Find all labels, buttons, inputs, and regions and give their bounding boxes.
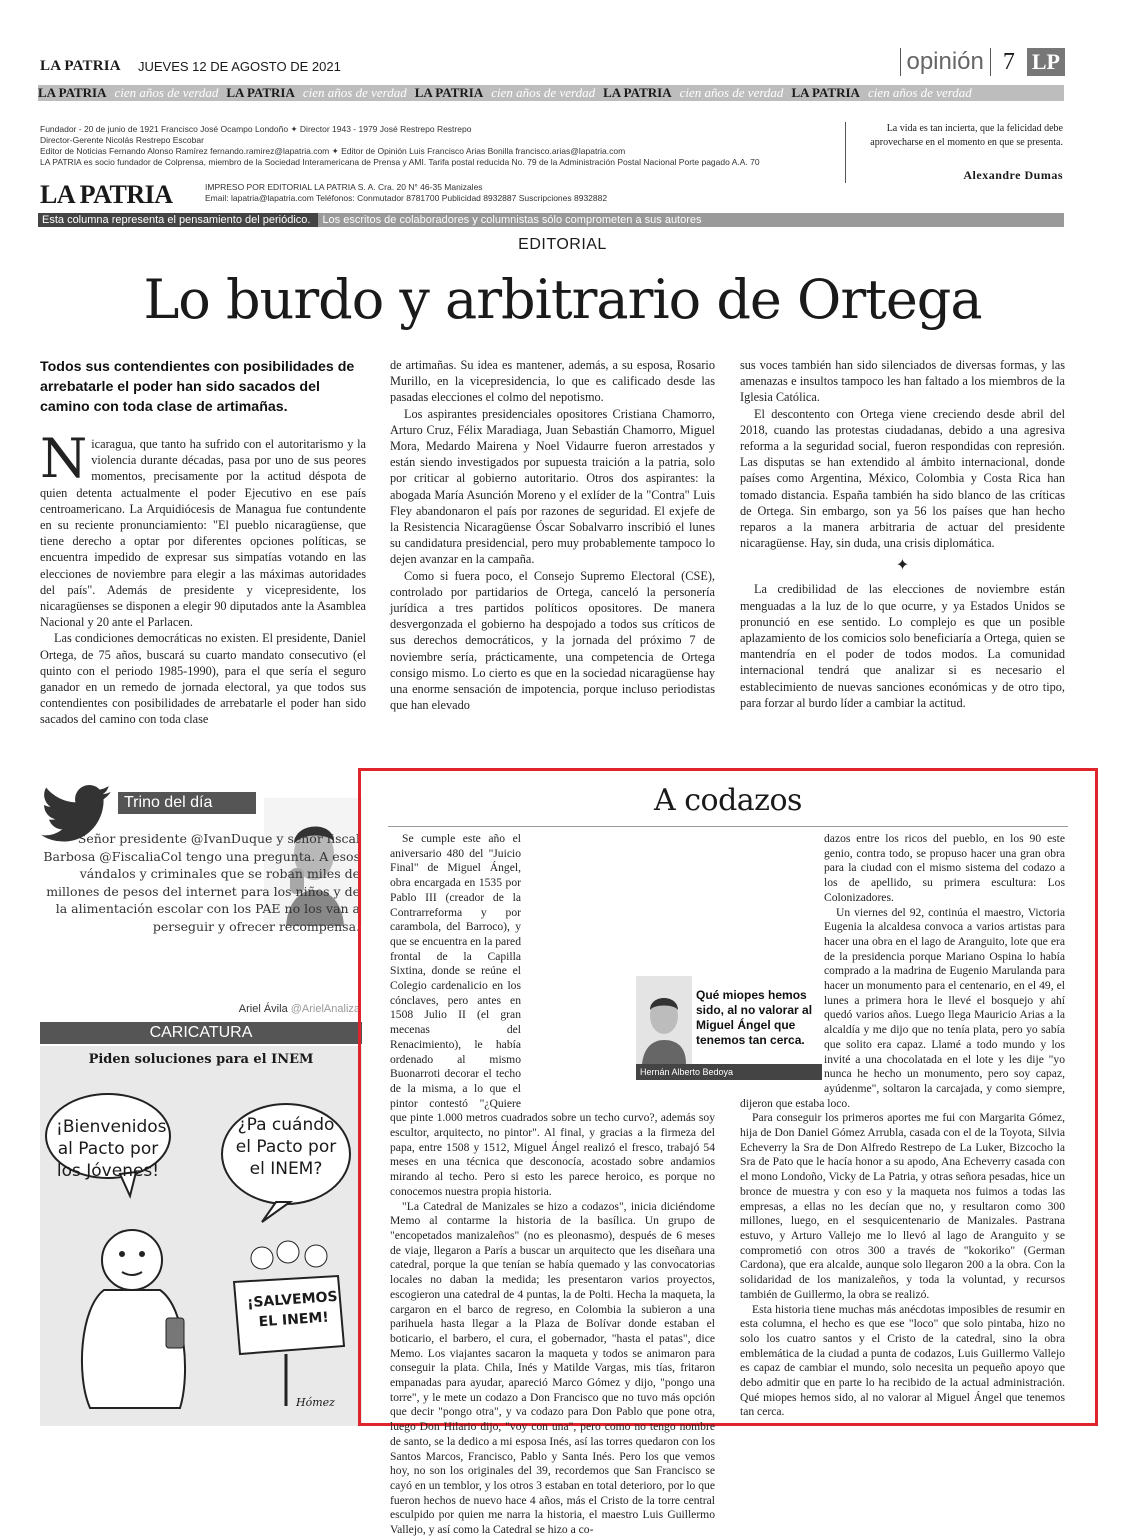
pull-quote-text: Qué miopes hemos sido, al no valorar al Miguel Ángel que tenemos tan cerca.	[696, 988, 813, 1047]
column-title: A codazos	[654, 783, 802, 818]
quote-of-day	[845, 122, 1063, 183]
paragraph: Esta historia tiene muchas más anécdotas imposibles de resumir en esta columna, el hecho es que ese "loco" que solo pintaba, hizo no solo los cuatro santos y el Cristo de la catedral, sino la obra emblemática de la ciudad a punta de codazos, Luis Guillermo Vallejo es capaz de cambiar el mundo, solo necesita un pequeño apoyo que debo admitir que en parte lo ha recibido de la actual administración. Qué miopes hemos sido, al no valorar al Miguel Ángel que tenemos tan cerca.	[740, 1302, 1065, 1419]
strip-tagline: cien años de verdad	[867, 85, 972, 100]
pull-quote-author: Hernán Alberto Bedoya	[636, 1064, 822, 1080]
trino-author-name: Ariel Ávila	[238, 1003, 288, 1015]
masthead-credits	[40, 124, 800, 168]
columnist-photo	[636, 976, 692, 1064]
strip-tagline: cien años de verdad	[491, 85, 596, 100]
disclaimer-left: Esta columna representa el pensamiento del periódico.	[38, 213, 318, 227]
masthead-line: Director-Gerente Nicolás Restrepo Escobar	[40, 135, 204, 145]
quote-author: Alexandre Dumas	[963, 168, 1063, 182]
disclaimer-right: Los escritos de colaboradores y columnistas sólo comprometen a sus autores	[322, 214, 702, 226]
paragraph: Nicaragua, que tanto ha sufrido con el autoritarismo y la violencia durante décadas, pasa por uno de sus peores momentos, precisamente por la actitud déspota de quien detenta actualmente el poder Ejecutivo en ese país centroamericano. La Arquidiócesis de Managua fue contundente en su reciente pronunciamiento: "El pueblo nicaragüense, que tiene derecho a optar por diferentes opciones políticas, se encuentra impedido de expresar sus simpatías votando en las elecciones de noviembre para elegir a las máximas autoridades del país". Además de presidente y vicepresidente, los nicaragüenses se disponen a elegir 90 diputados ante la Asamblea Nacional y 20 ante el Parlacen.	[40, 427, 366, 630]
column-text-2	[740, 832, 1065, 1420]
drop-cap: N	[40, 427, 88, 490]
editorial-label: EDITORIAL	[518, 236, 607, 253]
header-section-group	[900, 48, 1065, 76]
header-brand: LA PATRIA	[40, 58, 121, 74]
paragraph: sus voces también han sido silenciados de diversas formas, y las amenazas e insultos tampoco les han faltado a los miembros de la Iglesia Católica.	[740, 358, 1065, 405]
trino-author	[40, 1003, 360, 1015]
cartoon-signature: Hómez	[296, 1396, 335, 1409]
caricatura-label: CARICATURA	[40, 1022, 362, 1044]
strip-brand: LA PATRIA	[414, 85, 484, 100]
tagline-strip	[38, 85, 1064, 101]
header-date: JUEVES 12 DE AGOSTO DE 2021	[138, 59, 341, 74]
paragraph: Un viernes del 92, continúa el maestro, Victoria Eugenia la alcaldesa convoca a varios artistas para hacer una obra en el lago de Aranguito, lote que era de la presidencia porque Mariano Ospina lo había comprado a la madrina de Eugenio Marulanda para hacer un monumento para el centenario, en el 49, el lunes a primera hora le llevé el bosquejo y ahí quedó varios años. Luego llega Mauricio Arias a la alcaldía y me dijo que no tenía plata, pero yo sabía que solito era capaz. Llamé a todo mundo y los invité a una chocolatada en el lote y les dije "yo nunca he hecho un monumento, pero soy capaz, ayúdenme", soltaron la carcajada, y como siempre, dijeron que estaba loco.	[740, 905, 1065, 1110]
strip-brand: LA PATRIA	[791, 85, 860, 100]
paragraph: Se cumple este año el aniversario 480 del "Juicio Final" de Miguel Ángel, obra encargada en 1535 por Pablo III (creador de la Contrarreforma y por carambola, del Barroco), y que se encuentra en la pared frontal de la Capilla Sixtina, donde se reúne el Colegio cardenalicio en los cónclaves, pero antes en 1508 Julio II (el gran mecenas del Renacimiento), le había ordenado al mismo Buonarroti decorar el techo de la misma, a lo que el pintor contestó "¿Quiere que pinte 1.000 metros cuadrados sobre un techo curvo?, además soy escultor, arquitecto, no pintor". Al final, y gracias a la firmeza del papa, entre 1508 y 1512, Miguel Ángel realizó el fresco, trabajó 54 meses en una técnica que desconocía, acostado sobre andamios mirando al techo. Pero si esto les parece heroico, es porque no conocemos nuestra propia historia.	[390, 832, 715, 1198]
printer-line: IMPRESO POR EDITORIAL LA PATRIA S. A. Cra. 20 N° 46-35 Manizales	[205, 182, 483, 192]
strip-tagline: cien años de verdad	[679, 85, 784, 100]
strip-brand: LA PATRIA	[38, 85, 107, 100]
strip-brand: LA PATRIA	[226, 85, 295, 100]
cartoon-drawing	[40, 1046, 362, 1426]
trino-text: Señor presidente @IvanDuque y señor fiscal Barbosa @FiscaliaCol tengo una pregunta. A esos vándalos y criminales que se roban miles de millones de pesos del internet para los niños y de la alimentación escolar con los PAE no los van a perseguir y ofrecer recompensa.	[43, 831, 360, 934]
strip-brand: LA PATRIA	[603, 85, 672, 100]
paragraph: Los aspirantes presidenciales opositores Cristiana Chamorro, Arturo Cruz, Félix Maradiaga, Juan Sebastián Chamorro, Miguel Mora, Medardo Mairena y Noel Vidaurre fueron arrestados y están siendo investigados por supuesta traición a la patria, solo por criticar al gobierno autoritario. Otros dos aspirantes: la abogada María Asunción Moreno y el exlíder de la "Contra" Luis Fley abandonaron el país por razones de seguridad. El exjefe de la Resistencia Nicaragüense Óscar Sobalvarro inscribió el lunes su candidatura presidencial, pero muy probablemente tampoco lo dejen avanzar en la campaña.	[390, 406, 715, 567]
masthead-logo: LA PATRIA	[40, 180, 173, 209]
logo-badge: LP	[1027, 48, 1065, 76]
editorial-column-3	[740, 357, 1065, 769]
divider	[388, 826, 1068, 827]
quote-text: La vida es tan incierta, que la felicidad debe aprovecharse en el momento en que se presenta.	[870, 123, 1063, 148]
paragraph: Las condiciones democráticas no existen. El presidente, Daniel Ortega, de 75 años, buscará su cuarto mandato consecutivo (el quinto con el periodo 1985-1990), para el que sería el seguro ganador en un remedo de jornada electoral, ya que todos sus contendientes con posibilidades de arrebatarle el poder han sido sacados del camino con toda clase	[40, 631, 366, 727]
disclaimer-bar	[38, 213, 1064, 227]
masthead-line: Editor de Noticias Fernando Alonso Ramírez fernando.ramirez@lapatria.com ✦ Editor de Opinión Luis Francisco Arias Bonilla francisco.arias@lapatria.com	[40, 146, 626, 156]
cartoon-bubble-2: ¿Pa cuándo el Pacto por el INEM?	[235, 1115, 337, 1179]
cartoon-sign: ¡SALVEMOS EL INEM!	[246, 1288, 339, 1331]
cartoon-panel	[40, 1046, 362, 1426]
masthead-line: Fundador - 20 de junio de 1921 Francisco José Ocampo Londoño ✦ Director 1943 - 1979 José Restrepo Restrepo	[40, 124, 472, 134]
separator-star-icon: ✦	[895, 557, 910, 575]
column-text-1	[390, 832, 715, 1537]
paragraph: dazos entre los ricos del pueblo, en los 90 este genio, contra todo, se propuso hacer una gran obra para la ciudad con el mismo sistema del codazo a los de apellido, su primera escultura: Los Colonizadores.	[824, 832, 1065, 904]
cartoon-bubble-1: ¡Bienvenidos al Pacto por los Jóvenes!	[56, 1117, 167, 1181]
paragraph: "La Catedral de Manizales se hizo a codazos", inicia diciéndome Memo al contarme la historia de la basílica. Un grupo de "encopetados manizaleños" (no es pleonasmo), después de 6 meses de viaje, llegaron a París a buscar un arquitecto que les diseñara una catedral, porque la que tenían se había quemado y las convocatorias locales no daban la medida; les presentaron varios proyectos, escogieron una catedral de 4 puntas, la de Polti. Hecha la maqueta, la cargaron en el barco de regreso, en Colombia la subieron a una parihuela hasta llegar a la Plaza de Bolívar donde estaban el boticario, el barbero, el cura, el gobernador, "hasta el patas", dice Memo. Los viajantes sacaron la maqueta y todos se animaron para conseguir la plata. Chila, Inés y Matilde Vargas, mis tías, fritaron empanadas para ayudar, apareció Marco Gómez y dijo, "pongo una torre", y le mete un codazo a Don Francisco que no tuvo más opción que decir "pongo otra", y va codazo para Don Pablo que pone otra, luego Don Hilario dijo, "voy con una", pero como no tengo nombre de santo, se la dedico a mi esposa Inés, así las torres quedaron con los Santos Marcos, Francisco, Pablo y Santa Inés. Pero los que vemos hoy, no son los originales del 39, recordemos que San Francisco se cayó en un temblor, y los otros 3 estaban en total deterioro, por lo que fueron hechos de nuevo hace 4 años, más el Cristo de la torre central esculpido por quien me narra la historia, el maestro Luis Guillermo Vallejo, y así como la Catedral se hizo a co-	[390, 1199, 715, 1537]
strip-tagline: cien años de verdad	[114, 85, 219, 100]
editorial-column-1	[40, 427, 366, 768]
paragraph: La credibilidad de las elecciones de noviembre están menguadas a la luz de lo que ocurre, y ya Estados Unidos se pronunció en ese sentido. Lo complejo es que un posible aplazamiento de los comicios solo beneficiaría a Ortega, quien se mantendría en el poder de todos modos. La comunidad internacional tendrá que analizar si es necesario el establecimiento de nuevas sanciones económicas y de otro tipo, para forzar al burdo líder a cambiar la actitud.	[740, 582, 1065, 710]
strip-tagline: cien años de verdad	[302, 85, 407, 100]
trino-label: Trino del día	[118, 792, 256, 814]
paragraph: Como si fuera poco, el Consejo Supremo Electoral (CSE), controlado por partidarios de Ortega, canceló la personería jurídica a tres partidos políticos opositores. De manera desvergonzada el gobierno ha despojado a todos sus críticos de sus derechos democráticos, y la jornada del próximo 7 de noviembre sería, prácticamente, una competencia de Ortega consigo mismo. Lo cierto es que en la sociedad nicaragüense hay una enorme sensación de impotencia, porque incluso periodistas que han elevado	[390, 568, 715, 713]
masthead-line: LA PATRIA es socio fundador de Colprensa, miembro de la Sociedad Interamericana de Prensa y AMI. Tarifa postal reducida No. 79 de la Administración Postal Nacional Porte pagado A.A. 70	[40, 157, 760, 167]
page-number: 7	[990, 48, 1027, 76]
section-name: opinión	[900, 48, 989, 76]
editorial-column-2	[390, 357, 715, 769]
editorial-title: Lo burdo y arbitrario de Ortega	[143, 268, 982, 331]
editorial-lead: Todos sus contendientes con posibilidades de arrebatarle el poder han sido sacados del camino con toda clase de artimañas.	[40, 359, 355, 415]
printer-contact: Email: lapatria@lapatria.com Teléfonos: Conmutador 8781700 Publicidad 8932887 Suscripciones 8932882	[205, 193, 608, 203]
printer-info	[205, 182, 607, 204]
paragraph: de artimañas. Su idea es mantener, además, a su esposa, Rosario Murillo, en la vicepresidencia, lo que es calificado desde las pasadas elecciones el colmo del nepotismo.	[390, 358, 715, 405]
trino-handle[interactable]: @ArielAnaliza	[290, 1003, 360, 1015]
paragraph: Para conseguir los primeros aportes me fui con Margarita Gómez, hija de Don Daniel Gómez Arrubla, casada con el de la Toyota, Silvia Echeverry la Sra de Don Alfredo Restrepo de La Luker, Bizcocho la Sra de Pato que le hacía honor a su apodo, Ana Echeverry casada con el mono Londoño, Vicky de La Patria, y otras señora pesadas, hice un bronce de muestra y con eso y la maqueta nos fuimos a todas las empresas, a ellas no les decían que no, y resultaron como 300 millones, luego, en el sesquicentenario de Manizales. Pastrana estuvo, y Arturo Vallejo me lo llevó al lago de Aranguito y se comprometió con otros 300 a través de "kokoriko" (German Cardona), que era alcalde, aunque solo llegaron 200 a la obra. Con la solidaridad de los manizaleños, y toda la voluntad, y recursos también de Guillermo, la obra se realizó.	[740, 1111, 1065, 1301]
cartoon-title: Piden soluciones para el INEM	[88, 1052, 314, 1067]
paragraph: El descontento con Ortega viene creciendo desde abril del 2018, cuando las protestas ciudadanas, debido a una agresiva reforma a la seguridad social, fueron respondidas con represión. Las disputas se han extendido al ámbito internacional, donde países como Argentina, México, Colombia y Costa Rica han tomado distancia. España también ha sido blanco de las críticas de Ortega. Sin embargo, son ya 56 los países que han hecho reparos a la manera arbitraria de actuar del presidente nicaragüense. Hay, sin duda, una crisis diplomática.	[740, 406, 1065, 551]
